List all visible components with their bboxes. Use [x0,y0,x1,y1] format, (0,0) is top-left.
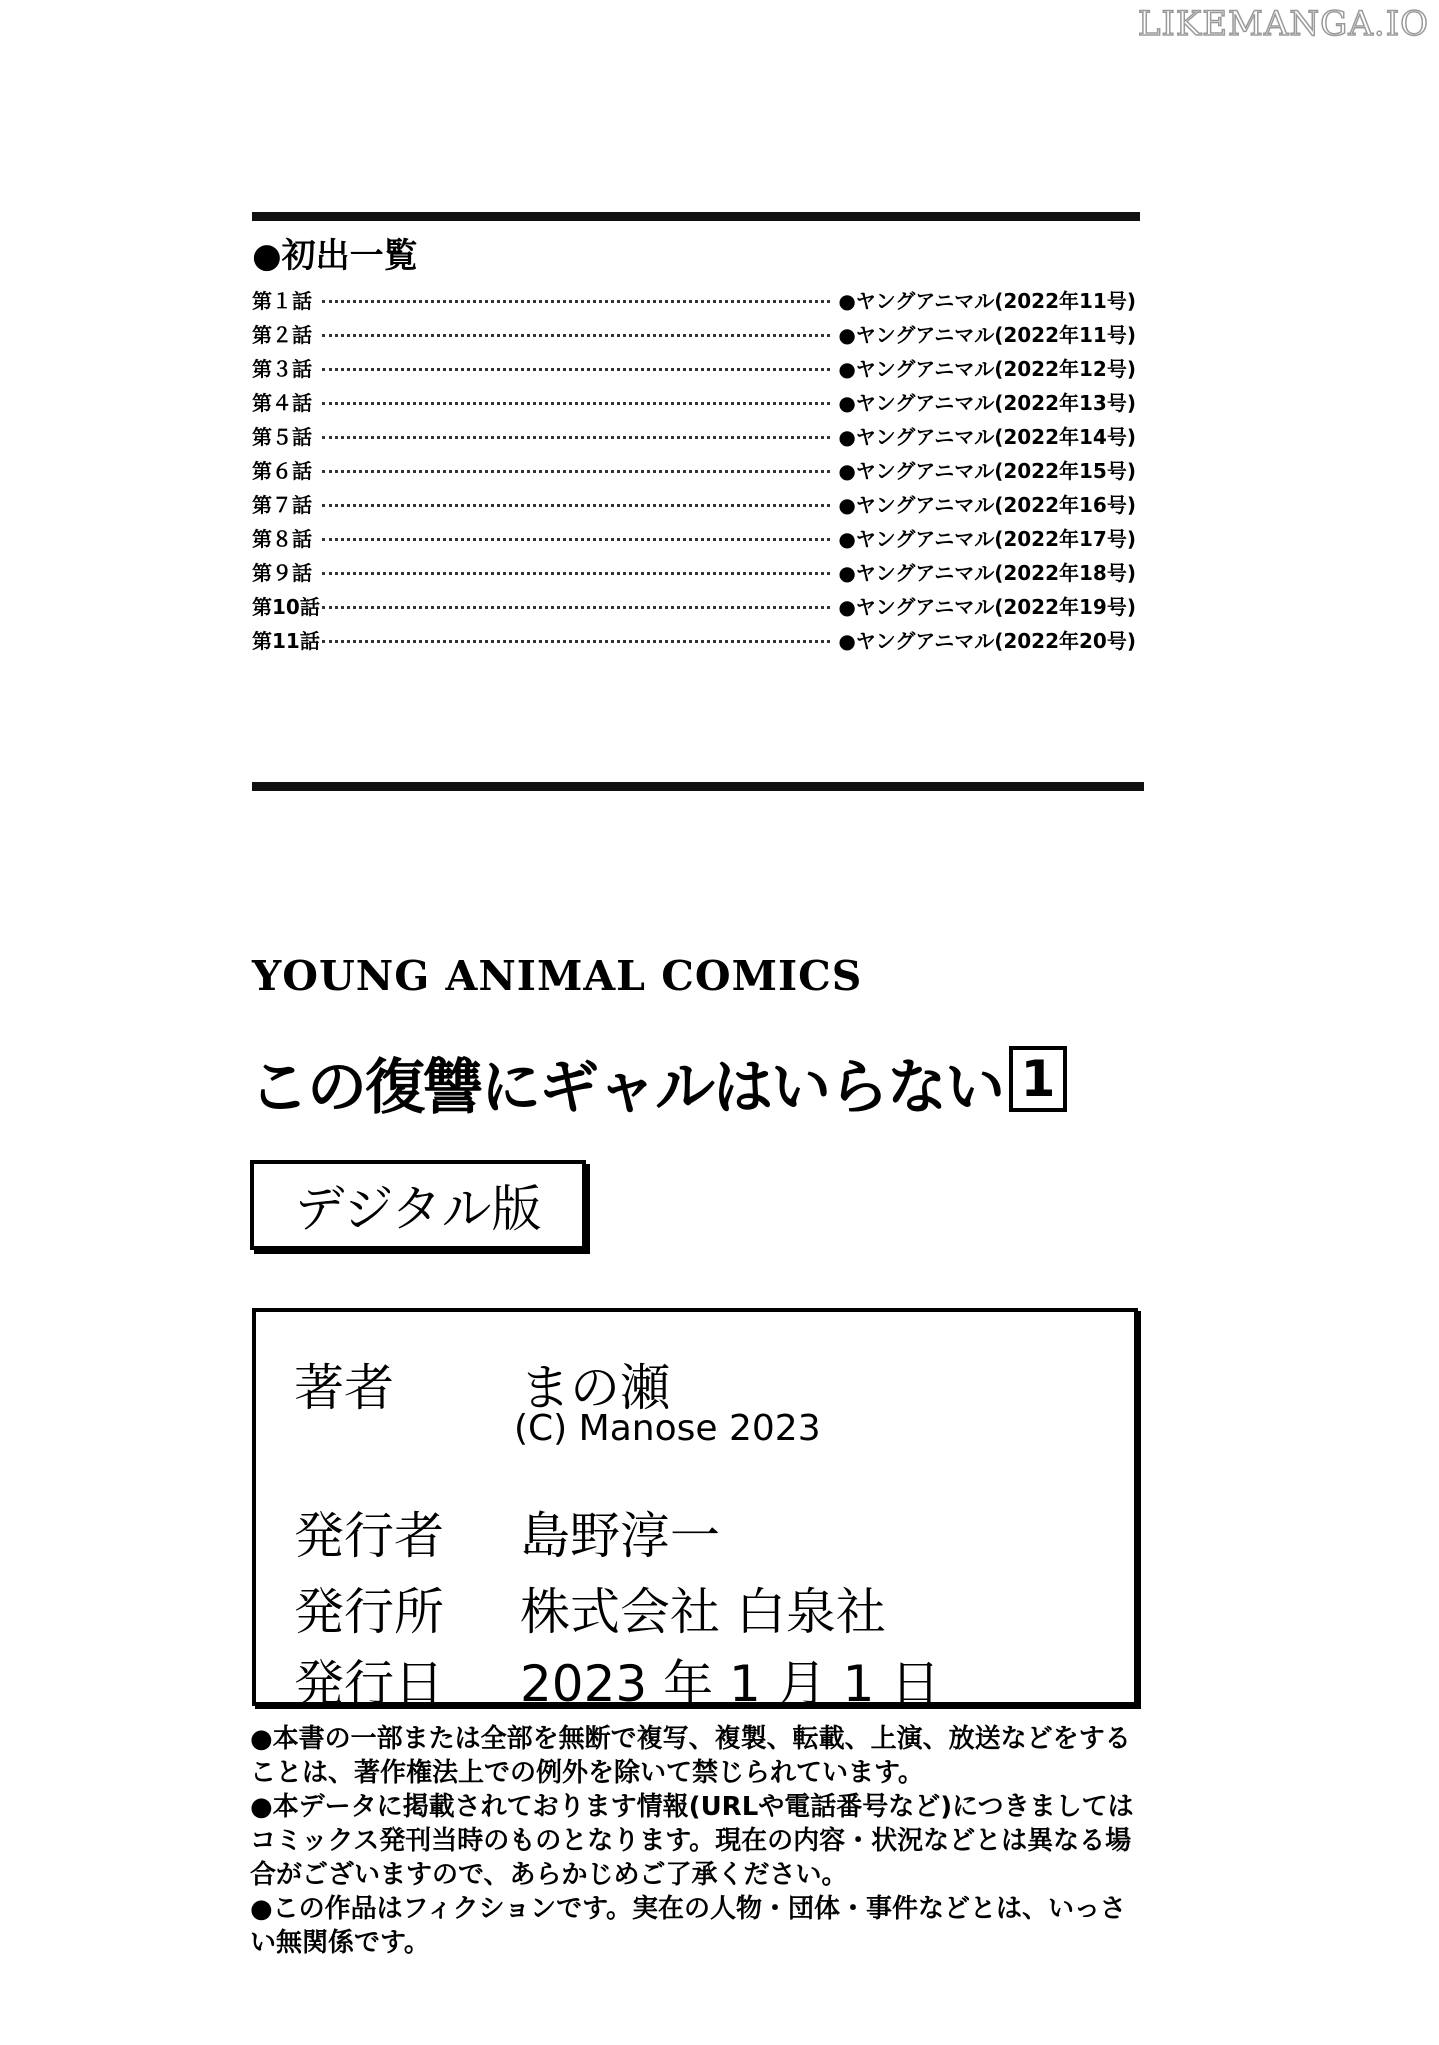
watermark: LIKEMANGA.IO [1137,4,1429,44]
chapter-label: 第３話 [252,356,312,381]
list-item [252,588,1136,622]
legal-notes [250,1722,1150,1960]
chapter-label: 第８話 [252,526,312,551]
publisher-person-name: 島野淳一 [520,1507,720,1565]
chapter-label: 第10話 [252,594,320,619]
copyright-line: (C) Manose 2023 [514,1408,821,1449]
list-item [252,384,1136,418]
source-label: ●ヤングアニマル(2022年19号) [838,594,1136,619]
dot-leader [322,436,830,439]
list-item [252,452,1136,486]
publisher-label: 発行所 [294,1583,444,1641]
dot-leader [322,606,830,609]
source-label: ●ヤングアニマル(2022年17号) [838,526,1136,551]
volume-badge: 1 [1009,1046,1067,1112]
series-name: YOUNG ANIMAL COMICS [252,952,863,1000]
source-label: ●ヤングアニマル(2022年12号) [838,356,1136,381]
dot-leader [322,538,830,541]
dot-leader [322,300,830,303]
list-item [252,316,1136,350]
dot-leader [322,402,830,405]
source-label: ●ヤングアニマル(2022年18号) [838,560,1136,585]
dot-leader [322,504,830,507]
chapter-label: 第２話 [252,322,312,347]
note-copyright: ●本書の一部または全部を無断で複写、複製、転載、上演、放送などをすることは、著作権法上での例外を除いて禁じられています。 [250,1724,1131,1788]
list-item [252,486,1136,520]
source-label: ●ヤングアニマル(2022年16号) [838,492,1136,517]
chapter-label: 第11話 [252,628,320,653]
chapter-label: 第６話 [252,458,312,483]
section-rule [252,782,1144,791]
list-item [252,418,1136,452]
source-label: ●ヤングアニマル(2022年20号) [838,628,1136,653]
publisher-name: 株式会社 白泉社 [520,1583,886,1641]
list-item [252,282,1136,316]
publisher-person-label: 発行者 [294,1507,444,1565]
author-label: 著者 [294,1359,394,1417]
list-item [252,622,1136,656]
dot-leader [322,334,830,337]
imprint-box [252,1308,1138,1713]
dot-leader [322,368,830,371]
top-rule [252,212,1140,221]
date-label: 発行日 [294,1655,444,1713]
source-label: ●ヤングアニマル(2022年11号) [838,288,1136,313]
list-item [252,520,1136,554]
note-data: ●本データに掲載されております情報(URLや電話番号など)につきましてはコミックス発刊当時のものとなります。現在の内容・状況などとは異なる場合がございますので、あらかじめご了承ください。 [250,1792,1134,1890]
edition-box [250,1160,586,1250]
list-item [252,554,1136,588]
publish-date: 2023 年 1 月 1 日 [520,1655,941,1713]
title-text: この復讐にギャルはいらない [249,1053,1003,1123]
source-label: ●ヤングアニマル(2022年11号) [838,322,1136,347]
source-label: ●ヤングアニマル(2022年13号) [838,390,1136,415]
author-name: まの瀬 [520,1359,670,1417]
dot-leader [322,470,830,473]
chapter-label: 第５話 [252,424,312,449]
source-label: ●ヤングアニマル(2022年14号) [838,424,1136,449]
edition-label: デジタル版 [294,1180,542,1238]
first-appearance-title: ●初出一覧 [252,236,418,276]
dot-leader [322,640,830,643]
first-appearance-list [252,282,1136,656]
chapter-label: 第９話 [252,560,312,585]
dot-leader [322,572,830,575]
list-item [252,350,1136,384]
source-label: ●ヤングアニマル(2022年15号) [838,458,1136,483]
chapter-label: 第１話 [252,288,312,313]
chapter-label: 第４話 [252,390,312,415]
book-title [249,1040,1067,1126]
note-fiction: ●この作品はフィクションです。実在の人物・団体・事件などとは、いっさい無関係です。 [250,1894,1127,1958]
chapter-label: 第７話 [252,492,312,517]
